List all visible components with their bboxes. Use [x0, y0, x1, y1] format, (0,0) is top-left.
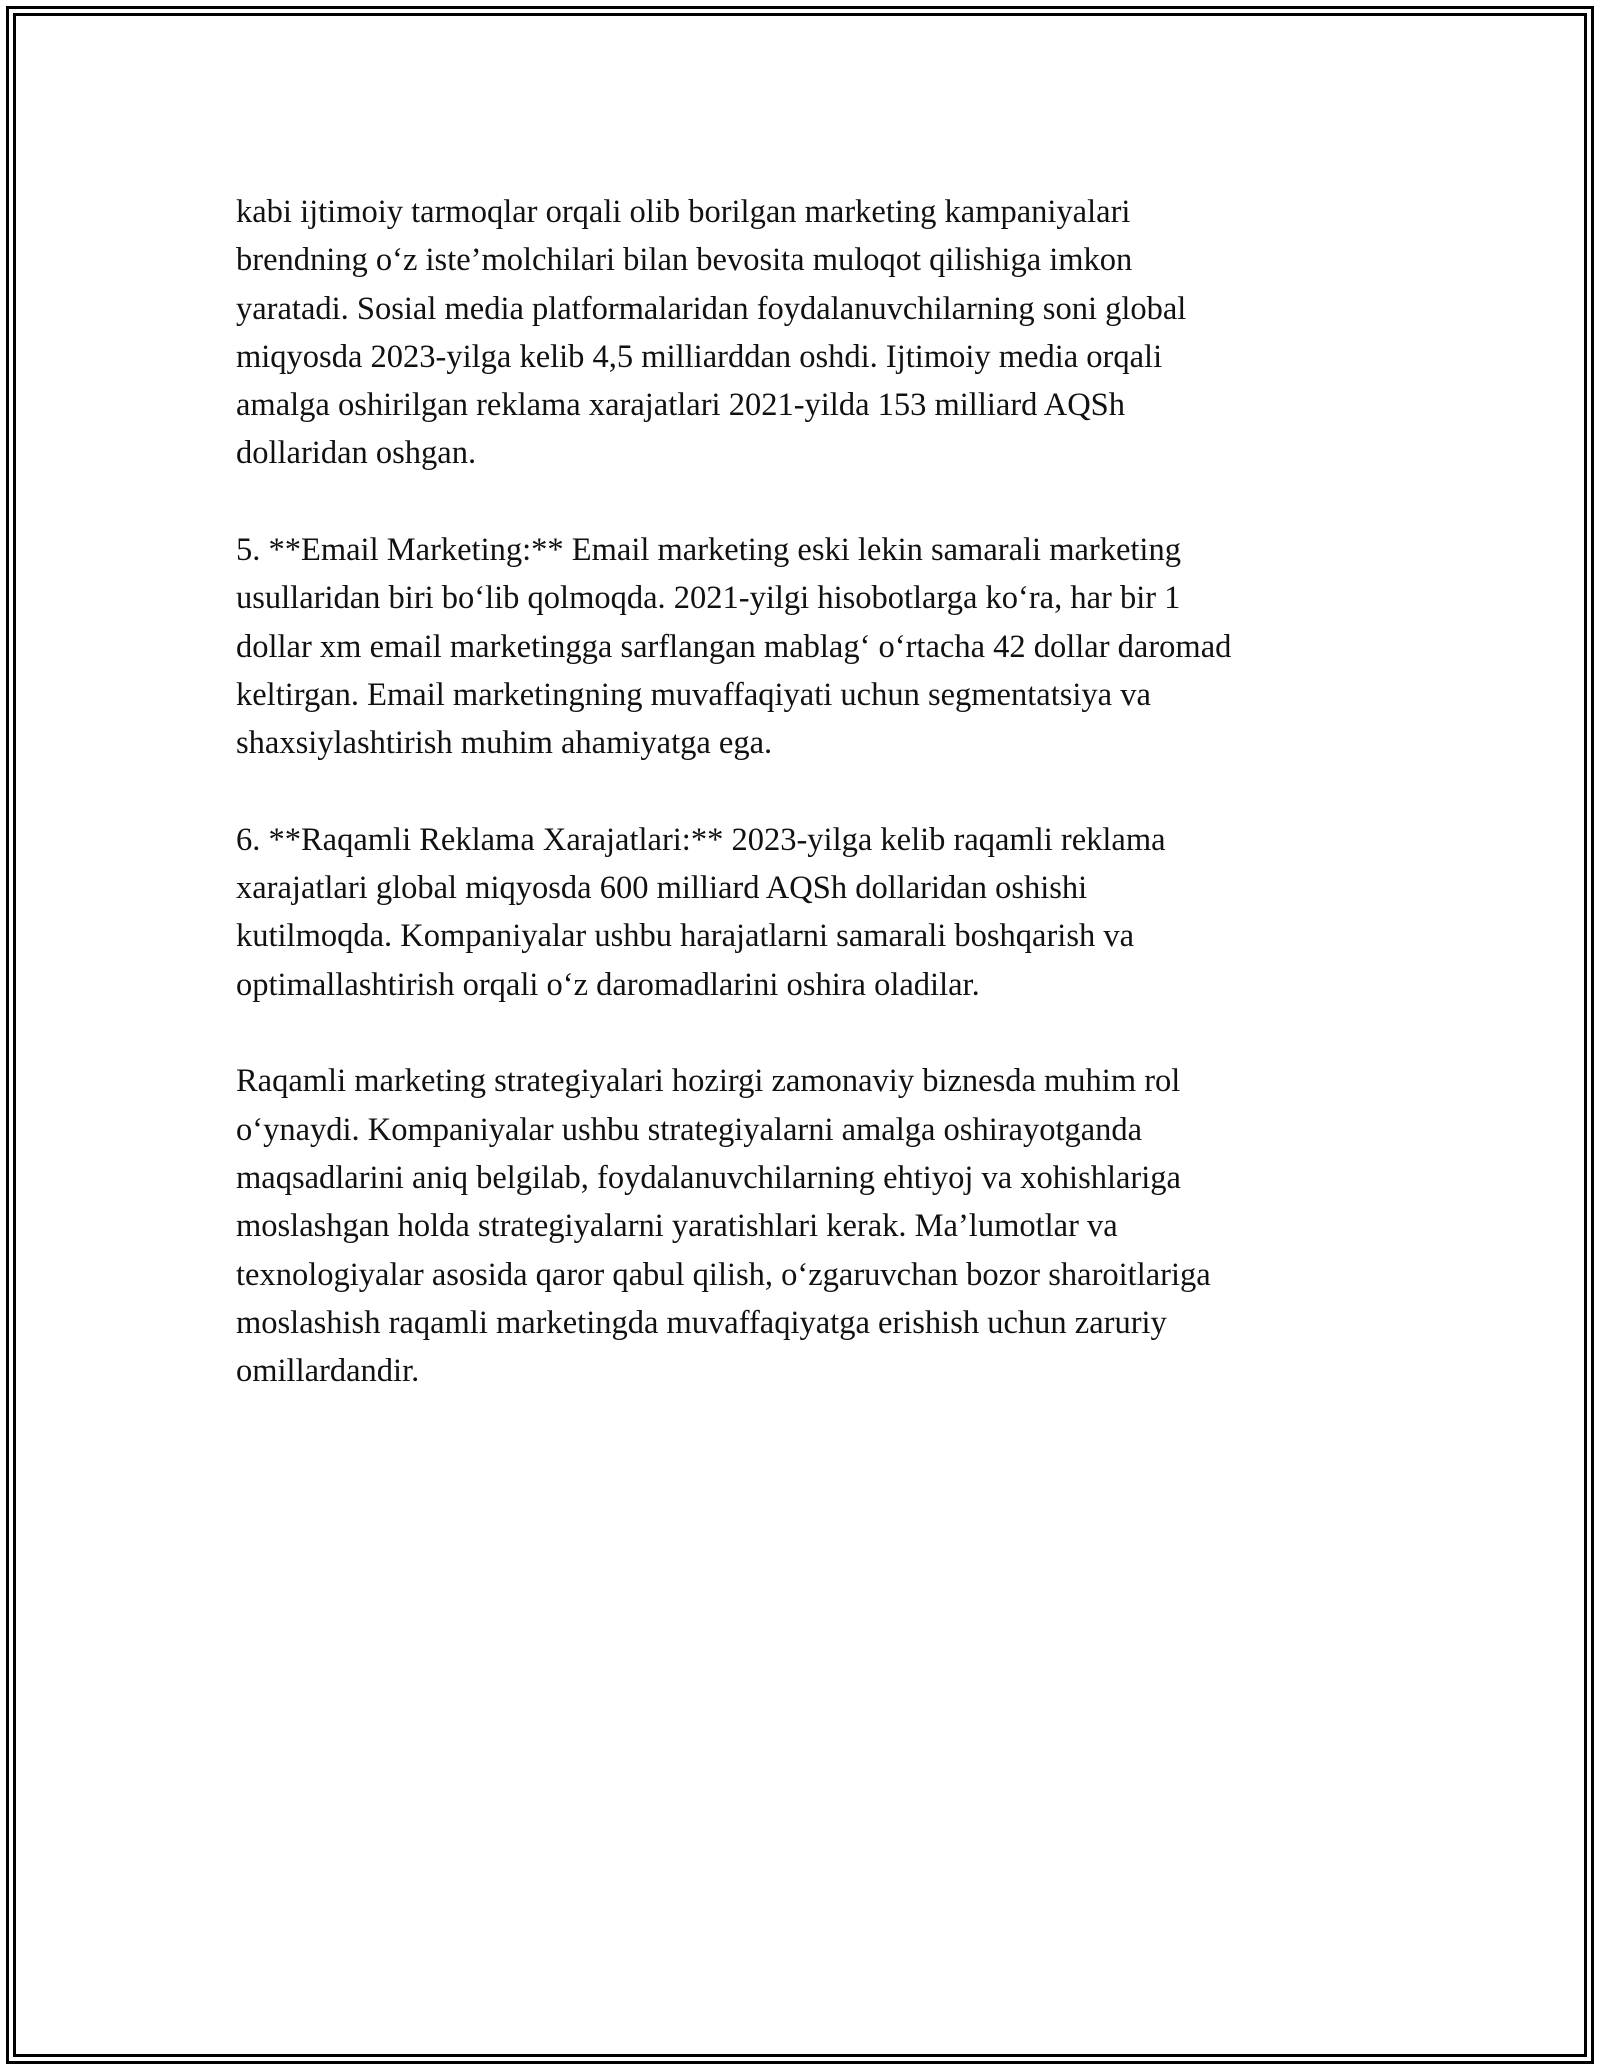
paragraph-digital-ad-spending: 6. **Raqamli Reklama Xarajatlari:** 2023-yilga kelib raqamli reklama xarajatlari global miqyosda 600 milliard AQSh dollaridan oshishi kutilmoqda. Kompaniyalar ushbu harajatlarni samarali boshqarish va optimallashtirish orqali o‘z daromadlarini oshira oladilar. [236, 821, 1166, 1003]
paragraph-social-media: kabi ijtimoiy tarmoqlar orqali olib borilgan marketing kampaniyalari brendning o‘z iste’molchilari bilan bevosita muloqot qilishiga imkon yaratadi. Sosial media platformalaridan foydalanuvchilarning soni global miqyosda 2023-yilga kelib 4,5 milliarddan oshdi. Ijtimoiy media orqali amalga oshirilgan reklama xarajatlari 2021-yilda 153 milliard AQSh dollaridan oshgan. [236, 194, 1187, 472]
document-body [236, 188, 1386, 1444]
paragraph-conclusion: Raqamli marketing strategiyalari hozirgi zamonaviy biznesda muhim rol o‘ynaydi. Kompaniyalar ushbu strategiyalarni amalga oshirayotganda maqsadlarini aniq belgilab, foydalanuvchilarning ehtiyoj va xohishlariga moslashgan holda strategiyalarni yaratishlari kerak. Ma’lumotlar va texnologiyalar asosida qaror qabul qilish, o‘zgaruvchan bozor sharoitlariga moslashish raqamli marketingda muvaffaqiyatga erishish uchun zaruriy omillardandir. [236, 1063, 1211, 1390]
paragraph-email-marketing: 5. **Email Marketing:** Email marketing eski lekin samarali marketing usullaridan biri bo‘lib qolmoqda. 2021-yilgi hisobotlarga ko‘ra, har bir 1 dollar xm email marketingga sarflangan mablag‘ o‘rtacha 42 dollar daromad keltirgan. Email marketingning muvaffaqiyati uchun segmentatsiya va shaxsiylashtirish muhim ahamiyatga ega. [236, 532, 1232, 762]
